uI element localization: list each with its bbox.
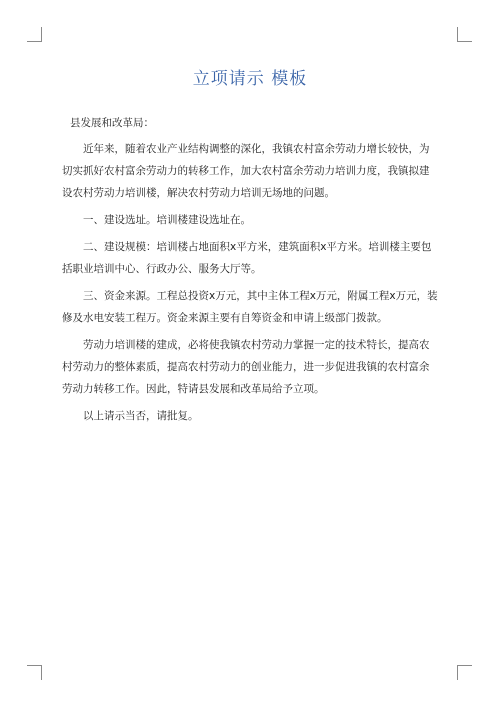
crop-mark-bottom-left: [27, 665, 42, 680]
crop-mark-top-left: [27, 27, 42, 42]
paragraph-scale: 二、建设规模：培训楼占地面积x平方米，建筑面积x平方米。培训楼主要包括职业培训中心、行政办公、服务大厅等。: [62, 241, 432, 275]
paragraph-intro: 近年来，随着农业产业结构调整的深化，我镇农村富余劳动力增长较快，为切实抓好农村富余劳动力的转移工作，加大农村富余劳动力培训力度，我镇拟建设农村劳动力培训楼，解决农村劳动力培训无场地的问题。: [62, 143, 430, 199]
paragraph-benefits: 劳动力培训楼的建成，必将使我镇农村劳动力掌握一定的技术特长，提高农村劳动力的整体素质，提高农村劳动力的创业能力，进一步促进我镇的农村富余劳动力转移工作。因此，特请县发展和改革局给予立项。: [62, 339, 430, 395]
paragraph-funding: 三、资金来源。工程总投资x万元，其中主体工程x万元，附属工程x万元，装修及水电安装工程万。资金来源主要有自筹资金和申请上级部门拨款。: [62, 290, 438, 324]
crop-mark-bottom-right: [457, 665, 472, 680]
crop-mark-top-right: [457, 27, 472, 42]
paragraph-site: 一、建设选址。培训楼建设选址在。: [83, 214, 251, 226]
document-title: 立项请示 模板: [192, 69, 308, 89]
salutation: 县发展和改革局：: [70, 117, 154, 129]
paragraph-closing: 以上请示当否，请批复。: [83, 410, 199, 422]
document-body: [62, 112, 438, 432]
